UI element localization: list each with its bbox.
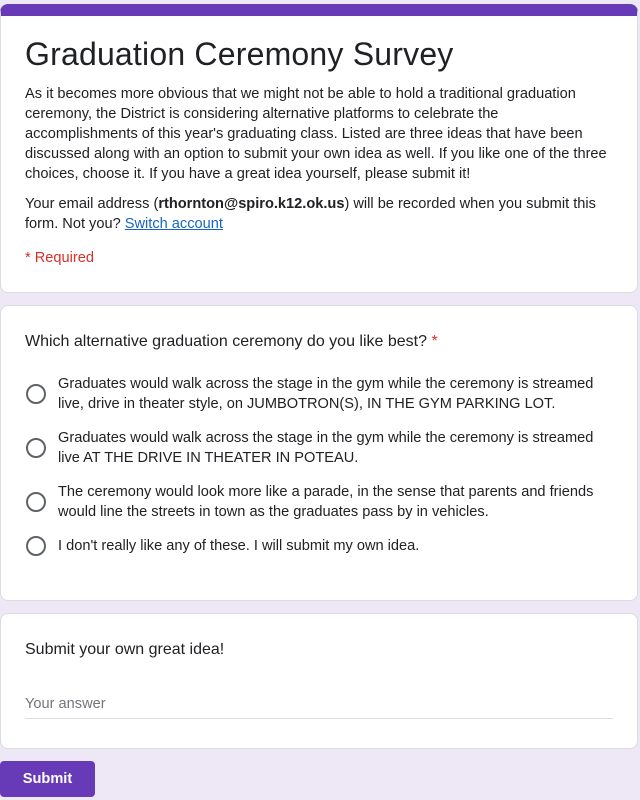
submit-button[interactable]: Submit	[0, 761, 95, 797]
radio-button[interactable]	[26, 438, 46, 458]
radio-button[interactable]	[26, 536, 46, 556]
form-description: As it becomes more obvious that we might not be able to hold a traditional graduation ceremony, the District is considering alternative platforms to celebrate the accomplishments of this year's graduating class. Listed are three ideas that have been discussed along with an option to submit your own idea as well. If you like one of the three choices, choose it. If you have a great idea yourself, please submit it!	[25, 86, 607, 182]
user-email: rthornton@spiro.k12.ok.us	[158, 196, 345, 212]
radio-option-own-idea[interactable]	[25, 536, 613, 556]
form-header-card	[0, 4, 638, 293]
answer-input[interactable]	[25, 692, 613, 719]
required-star: *	[431, 333, 438, 350]
question-ceremony-card	[0, 305, 638, 601]
email-suffix: ) will be recorded when you submit this form. Not you?	[25, 196, 596, 232]
email-notice	[25, 194, 613, 234]
radio-option-label: I don't really like any of these. I will submit my own idea.	[58, 538, 420, 554]
radio-group	[25, 374, 613, 556]
question-title: Submit your own great idea!	[25, 641, 225, 658]
radio-option-drive-in[interactable]	[25, 428, 613, 468]
radio-option-label: Graduates would walk across the stage in the gym while the ceremony is streamed live AT THE DRIVE IN THEATER IN POTEAU.	[58, 430, 594, 466]
radio-button[interactable]	[26, 492, 46, 512]
question-title	[25, 330, 613, 354]
radio-option-label: The ceremony would look more like a parade, in the sense that parents and friends would line the streets in town as the graduates pass by in vehicles.	[58, 484, 594, 520]
form-title: Graduation Ceremony Survey	[25, 36, 454, 72]
radio-option-jumbotron[interactable]	[25, 374, 613, 414]
radio-button[interactable]	[26, 384, 46, 404]
question-title-text: Which alternative graduation ceremony do you like best?	[25, 333, 427, 350]
question-own-idea-card	[0, 613, 638, 749]
email-prefix: Your email address (	[25, 196, 159, 212]
radio-option-label: Graduates would walk across the stage in the gym while the ceremony is streamed live, drive in theater style, on JUMBOTRON(S), IN THE GYM PARKING LOT.	[58, 376, 594, 412]
switch-account-link[interactable]: Switch account	[124, 216, 223, 232]
required-note: * Required	[25, 250, 94, 266]
radio-option-parade[interactable]	[25, 482, 613, 522]
